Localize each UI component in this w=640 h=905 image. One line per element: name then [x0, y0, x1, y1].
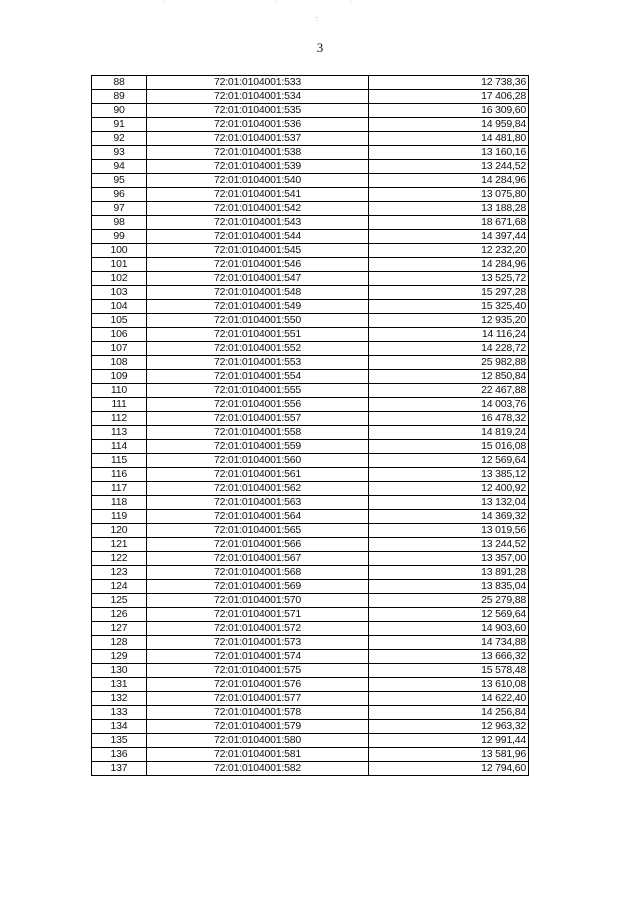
value-cell: 14 284,96	[369, 174, 529, 188]
cadastral-number-cell: 72:01:0104001:561	[147, 468, 369, 482]
table-row	[92, 748, 529, 762]
value-cell: 13 891,28	[369, 566, 529, 580]
value-cell: 13 244,52	[369, 160, 529, 174]
table-row	[92, 594, 529, 608]
table-row	[92, 244, 529, 258]
row-number-cell: 121	[92, 538, 147, 552]
cadastral-number-cell: 72:01:0104001:542	[147, 202, 369, 216]
cadastral-number-cell: 72:01:0104001:558	[147, 426, 369, 440]
cadastral-number-cell: 72:01:0104001:540	[147, 174, 369, 188]
cadastral-number-cell: 72:01:0104001:566	[147, 538, 369, 552]
value-cell: 17 406,28	[369, 90, 529, 104]
row-number-cell: 104	[92, 300, 147, 314]
table-row	[92, 104, 529, 118]
row-number-cell: 137	[92, 762, 147, 776]
cadastral-number-cell: 72:01:0104001:574	[147, 650, 369, 664]
row-number-cell: 107	[92, 342, 147, 356]
cadastral-number-cell: 72:01:0104001:568	[147, 566, 369, 580]
row-number-cell: 106	[92, 328, 147, 342]
scan-speck: ˙	[276, 2, 279, 9]
cadastral-number-cell: 72:01:0104001:552	[147, 342, 369, 356]
row-number-cell: 124	[92, 580, 147, 594]
cadastral-number-cell: 72:01:0104001:557	[147, 412, 369, 426]
cadastral-number-cell: 72:01:0104001:575	[147, 664, 369, 678]
row-number-cell: 127	[92, 622, 147, 636]
table-row	[92, 580, 529, 594]
cadastral-number-cell: 72:01:0104001:562	[147, 482, 369, 496]
scan-speck: :	[316, 16, 318, 23]
cadastral-number-cell: 72:01:0104001:579	[147, 720, 369, 734]
value-cell: 14 481,80	[369, 132, 529, 146]
row-number-cell: 89	[92, 90, 147, 104]
page-number: 3	[316, 40, 324, 55]
row-number-cell: 88	[92, 76, 147, 90]
row-number-cell: 108	[92, 356, 147, 370]
row-number-cell: 110	[92, 384, 147, 398]
value-cell: 12 935,20	[369, 314, 529, 328]
value-cell: 13 525,72	[369, 272, 529, 286]
table-row	[92, 706, 529, 720]
row-number-cell: 120	[92, 524, 147, 538]
row-number-cell: 131	[92, 678, 147, 692]
value-cell: 15 578,48	[369, 664, 529, 678]
row-number-cell: 101	[92, 258, 147, 272]
table-row	[92, 720, 529, 734]
cadastral-number-cell: 72:01:0104001:541	[147, 188, 369, 202]
value-cell: 14 256,84	[369, 706, 529, 720]
value-cell: 18 671,68	[369, 216, 529, 230]
value-cell: 13 160,16	[369, 146, 529, 160]
table-row	[92, 286, 529, 300]
table-row	[92, 426, 529, 440]
cadastral-number-cell: 72:01:0104001:549	[147, 300, 369, 314]
table-row	[92, 76, 529, 90]
table-row	[92, 622, 529, 636]
value-cell: 13 188,28	[369, 202, 529, 216]
table-row	[92, 398, 529, 412]
cadastral-number-cell: 72:01:0104001:548	[147, 286, 369, 300]
value-cell: 12 794,60	[369, 762, 529, 776]
value-cell: 14 903,60	[369, 622, 529, 636]
cadastral-number-cell: 72:01:0104001:577	[147, 692, 369, 706]
value-cell: 12 850,84	[369, 370, 529, 384]
table-row	[92, 272, 529, 286]
cadastral-number-cell: 72:01:0104001:556	[147, 398, 369, 412]
value-cell: 16 478,32	[369, 412, 529, 426]
cadastral-number-cell: 72:01:0104001:543	[147, 216, 369, 230]
value-cell: 14 116,24	[369, 328, 529, 342]
row-number-cell: 132	[92, 692, 147, 706]
table-row	[92, 650, 529, 664]
table-row	[92, 90, 529, 104]
value-cell: 14 003,76	[369, 398, 529, 412]
row-number-cell: 109	[92, 370, 147, 384]
table-row	[92, 468, 529, 482]
table-row	[92, 538, 529, 552]
value-cell: 25 982,88	[369, 356, 529, 370]
row-number-cell: 123	[92, 566, 147, 580]
row-number-cell: 135	[92, 734, 147, 748]
table-body	[92, 76, 529, 776]
table-row	[92, 412, 529, 426]
row-number-cell: 116	[92, 468, 147, 482]
value-cell: 14 228,72	[369, 342, 529, 356]
table-row	[92, 230, 529, 244]
value-cell: 12 991,44	[369, 734, 529, 748]
value-cell: 15 016,08	[369, 440, 529, 454]
cadastral-number-cell: 72:01:0104001:534	[147, 90, 369, 104]
value-cell: 12 738,36	[369, 76, 529, 90]
cadastral-number-cell: 72:01:0104001:572	[147, 622, 369, 636]
table-row	[92, 678, 529, 692]
row-number-cell: 91	[92, 118, 147, 132]
table-row	[92, 566, 529, 580]
row-number-cell: 117	[92, 482, 147, 496]
value-cell: 13 244,52	[369, 538, 529, 552]
table-row	[92, 202, 529, 216]
cadastral-value-table	[91, 75, 529, 776]
table-row	[92, 510, 529, 524]
table-row	[92, 356, 529, 370]
row-number-cell: 96	[92, 188, 147, 202]
table-row	[92, 734, 529, 748]
cadastral-number-cell: 72:01:0104001:564	[147, 510, 369, 524]
table-row	[92, 314, 529, 328]
cadastral-number-cell: 72:01:0104001:569	[147, 580, 369, 594]
row-number-cell: 136	[92, 748, 147, 762]
value-cell: 13 132,04	[369, 496, 529, 510]
value-cell: 22 467,88	[369, 384, 529, 398]
table-row	[92, 608, 529, 622]
row-number-cell: 99	[92, 230, 147, 244]
cadastral-number-cell: 72:01:0104001:544	[147, 230, 369, 244]
cadastral-number-cell: 72:01:0104001:551	[147, 328, 369, 342]
cadastral-number-cell: 72:01:0104001:559	[147, 440, 369, 454]
table-row	[92, 762, 529, 776]
table-row	[92, 524, 529, 538]
row-number-cell: 122	[92, 552, 147, 566]
row-number-cell: 119	[92, 510, 147, 524]
table-row	[92, 664, 529, 678]
cadastral-number-cell: 72:01:0104001:570	[147, 594, 369, 608]
table-row	[92, 216, 529, 230]
value-cell: 14 959,84	[369, 118, 529, 132]
value-cell: 13 835,04	[369, 580, 529, 594]
value-cell: 25 279,88	[369, 594, 529, 608]
value-cell: 16 309,60	[369, 104, 529, 118]
value-cell: 14 819,24	[369, 426, 529, 440]
value-cell: 12 569,64	[369, 454, 529, 468]
cadastral-number-cell: 72:01:0104001:547	[147, 272, 369, 286]
table-row	[92, 370, 529, 384]
table-row	[92, 118, 529, 132]
value-cell: 15 297,28	[369, 286, 529, 300]
cadastral-number-cell: 72:01:0104001:546	[147, 258, 369, 272]
value-cell: 13 610,08	[369, 678, 529, 692]
cadastral-number-cell: 72:01:0104001:533	[147, 76, 369, 90]
row-number-cell: 118	[92, 496, 147, 510]
row-number-cell: 105	[92, 314, 147, 328]
table-row	[92, 496, 529, 510]
cadastral-number-cell: 72:01:0104001:553	[147, 356, 369, 370]
table-row	[92, 342, 529, 356]
row-number-cell: 125	[92, 594, 147, 608]
cadastral-number-cell: 72:01:0104001:545	[147, 244, 369, 258]
scan-speck: ˙	[164, 2, 167, 9]
cadastral-number-cell: 72:01:0104001:565	[147, 524, 369, 538]
cadastral-number-cell: 72:01:0104001:581	[147, 748, 369, 762]
cadastral-number-cell: 72:01:0104001:555	[147, 384, 369, 398]
row-number-cell: 103	[92, 286, 147, 300]
cadastral-number-cell: 72:01:0104001:537	[147, 132, 369, 146]
cadastral-number-cell: 72:01:0104001:578	[147, 706, 369, 720]
value-cell: 14 397,44	[369, 230, 529, 244]
row-number-cell: 128	[92, 636, 147, 650]
row-number-cell: 98	[92, 216, 147, 230]
table-row	[92, 692, 529, 706]
value-cell: 12 569,64	[369, 608, 529, 622]
value-cell: 14 284,96	[369, 258, 529, 272]
table-row	[92, 146, 529, 160]
value-cell: 13 019,56	[369, 524, 529, 538]
value-cell: 13 581,96	[369, 748, 529, 762]
cadastral-number-cell: 72:01:0104001:573	[147, 636, 369, 650]
value-cell: 14 734,88	[369, 636, 529, 650]
row-number-cell: 111	[92, 398, 147, 412]
cadastral-number-cell: 72:01:0104001:563	[147, 496, 369, 510]
value-cell: 12 232,20	[369, 244, 529, 258]
value-cell: 15 325,40	[369, 300, 529, 314]
cadastral-number-cell: 72:01:0104001:536	[147, 118, 369, 132]
cadastral-number-cell: 72:01:0104001:538	[147, 146, 369, 160]
table-row	[92, 188, 529, 202]
row-number-cell: 115	[92, 454, 147, 468]
row-number-cell: 129	[92, 650, 147, 664]
table-row	[92, 132, 529, 146]
row-number-cell: 95	[92, 174, 147, 188]
row-number-cell: 114	[92, 440, 147, 454]
cadastral-number-cell: 72:01:0104001:554	[147, 370, 369, 384]
table-row	[92, 384, 529, 398]
table-row	[92, 482, 529, 496]
table-row	[92, 552, 529, 566]
table-row	[92, 258, 529, 272]
cadastral-number-cell: 72:01:0104001:582	[147, 762, 369, 776]
cadastral-number-cell: 72:01:0104001:539	[147, 160, 369, 174]
table-row	[92, 328, 529, 342]
value-cell: 14 369,32	[369, 510, 529, 524]
cadastral-number-cell: 72:01:0104001:535	[147, 104, 369, 118]
row-number-cell: 102	[92, 272, 147, 286]
row-number-cell: 90	[92, 104, 147, 118]
table-row	[92, 300, 529, 314]
cadastral-number-cell: 72:01:0104001:576	[147, 678, 369, 692]
scan-speck: ˙	[350, 2, 353, 9]
value-cell: 12 400,92	[369, 482, 529, 496]
cadastral-number-cell: 72:01:0104001:560	[147, 454, 369, 468]
row-number-cell: 112	[92, 412, 147, 426]
value-cell: 13 666,32	[369, 650, 529, 664]
value-cell: 13 357,00	[369, 552, 529, 566]
row-number-cell: 93	[92, 146, 147, 160]
row-number-cell: 113	[92, 426, 147, 440]
row-number-cell: 97	[92, 202, 147, 216]
row-number-cell: 92	[92, 132, 147, 146]
cadastral-number-cell: 72:01:0104001:567	[147, 552, 369, 566]
value-cell: 14 622,40	[369, 692, 529, 706]
row-number-cell: 100	[92, 244, 147, 258]
cadastral-number-cell: 72:01:0104001:571	[147, 608, 369, 622]
row-number-cell: 130	[92, 664, 147, 678]
table-row	[92, 454, 529, 468]
table-row	[92, 636, 529, 650]
cadastral-number-cell: 72:01:0104001:580	[147, 734, 369, 748]
row-number-cell: 126	[92, 608, 147, 622]
table-row	[92, 440, 529, 454]
table-row	[92, 174, 529, 188]
cadastral-number-cell: 72:01:0104001:550	[147, 314, 369, 328]
value-cell: 13 385,12	[369, 468, 529, 482]
value-cell: 13 075,80	[369, 188, 529, 202]
table-row	[92, 160, 529, 174]
row-number-cell: 134	[92, 720, 147, 734]
value-cell: 12 963,32	[369, 720, 529, 734]
row-number-cell: 94	[92, 160, 147, 174]
row-number-cell: 133	[92, 706, 147, 720]
